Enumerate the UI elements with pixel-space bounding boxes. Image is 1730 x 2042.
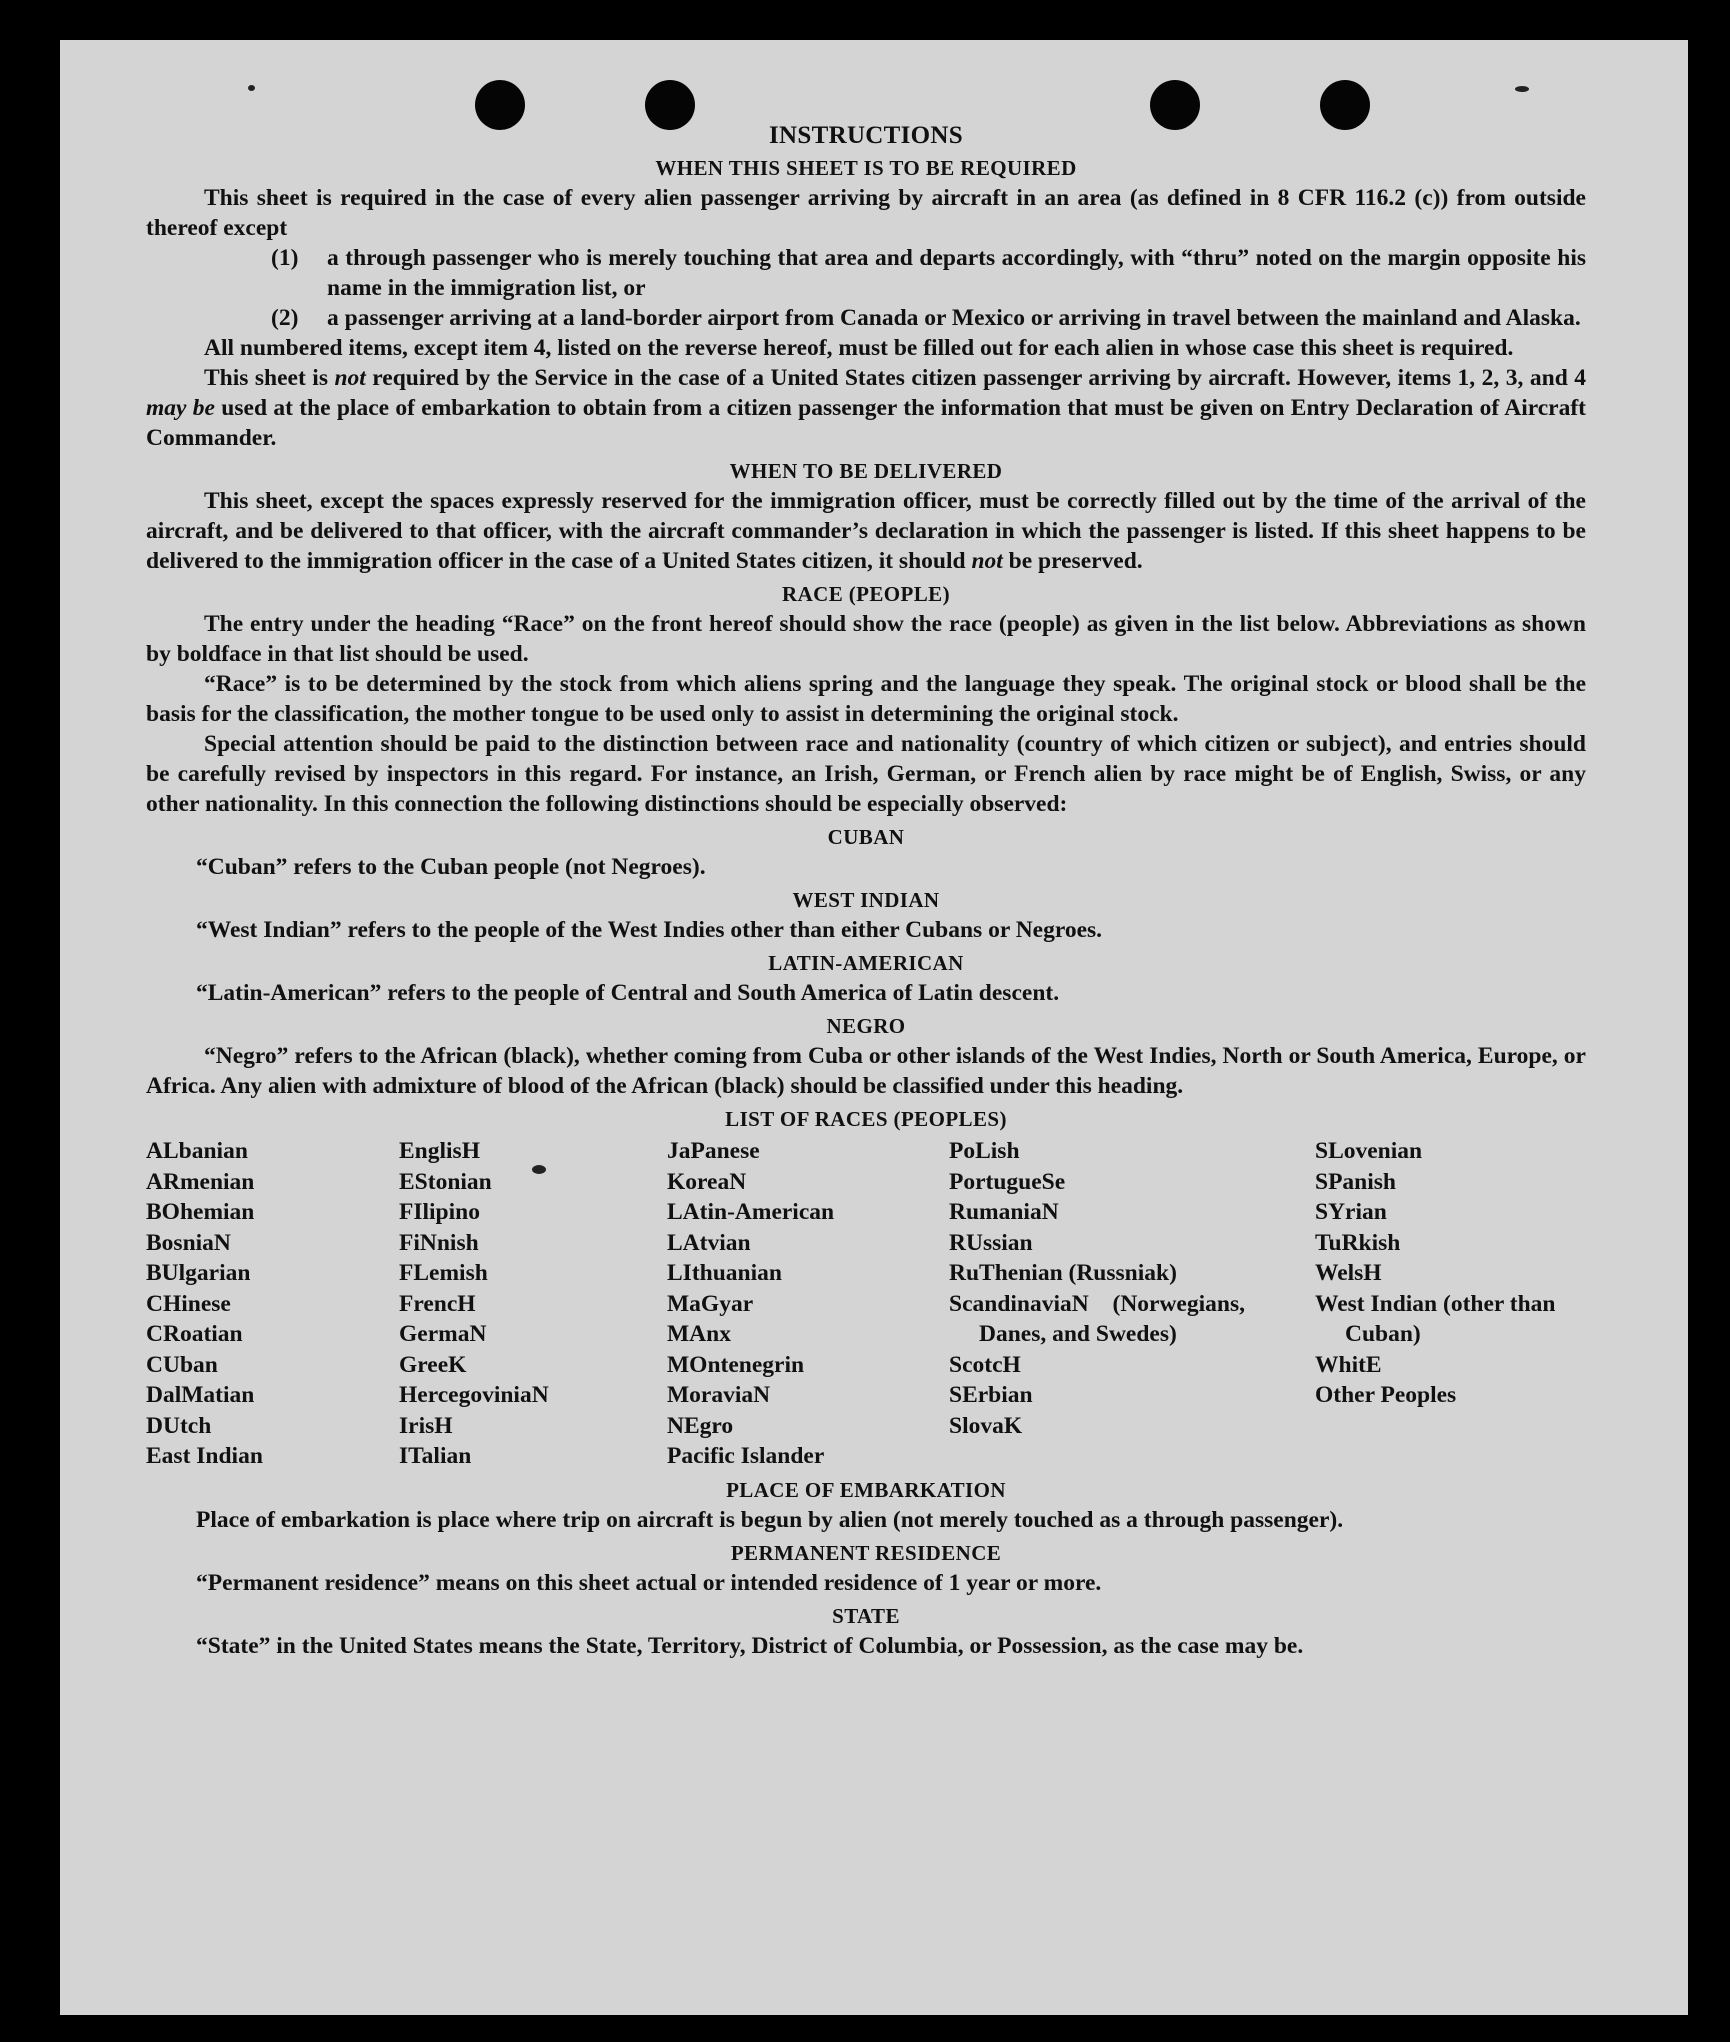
italic-text: not (334, 365, 366, 391)
text-run: used at the place of embarkation to obtain from a citizen passenger the information that must be given on Entry Declaration of Aircraft Commander. (146, 395, 1587, 451)
race-item: Other Peoples (1315, 1382, 1457, 1408)
race-item: HercegoviniaN (399, 1382, 549, 1408)
race-item: JaPanese (667, 1138, 760, 1164)
section-heading-embarkation: PLACE OF EMBARKATION (726, 1477, 1006, 1502)
race-item: RumaniaN (949, 1199, 1059, 1225)
page-title: INSTRUCTIONS (769, 122, 963, 149)
race-item: ALbanian (146, 1138, 248, 1164)
race-item: ScotcH (949, 1351, 1021, 1378)
race-item: WhitE (1315, 1351, 1382, 1378)
race-item: GermaN (399, 1321, 487, 1347)
race-item: BosniaN (146, 1229, 231, 1256)
paragraph-cuban: “Cuban” refers to the Cuban people (not Negroes). (196, 854, 706, 880)
race-item: RuThenian (Russniak) (949, 1260, 1177, 1286)
race-item-scandinavian: ScandinaviaN (Norwegians, Danes, and Swedes) (949, 1290, 1245, 1347)
numbered-item-2 (271, 303, 1586, 333)
scan-speck (1515, 86, 1529, 92)
race-column-1 (146, 1136, 399, 1472)
race-item: PortugueSe (949, 1168, 1066, 1195)
section-heading-west-indian: WEST INDIAN (792, 888, 940, 912)
race-item: SErbian (949, 1382, 1033, 1408)
italic-text: may be (146, 395, 215, 421)
paragraph-race-3: Special attention should be paid to the distinction between race and nationality (country of which citizen or subject), and entries should be carefully revised by inspectors in this regard. For instance, an Irish, German, or French alien by race might be of English, Swiss, or any other nationality. In this connection the following distinctions should be especially observed: (146, 731, 1586, 817)
text-run: required by the Service in the case of a United States citizen passenger arriving by aircraft. However, items 1, 2, 3, and 4 (372, 365, 1587, 391)
item-number: (2) (271, 305, 299, 331)
numbered-item-1 (271, 243, 1586, 303)
section-heading-negro: NEGRO (826, 1014, 906, 1038)
race-item: LIthuanian (667, 1260, 782, 1286)
race-item: FrencH (399, 1290, 476, 1317)
race-item-west-indian: West Indian (other than Cuban) (1315, 1290, 1556, 1347)
section-heading-list-of-races: LIST OF RACES (PEOPLES) (725, 1107, 1007, 1131)
race-item: MaGyar (667, 1290, 754, 1317)
paragraph-latin-american: “Latin-American” refers to the people of Central and South America of Latin descent. (196, 980, 1060, 1006)
race-item: PoLish (949, 1138, 1020, 1164)
race-item: MAnx (667, 1321, 731, 1347)
race-item: EStonian (399, 1168, 492, 1195)
race-item: MOntenegrin (667, 1351, 805, 1378)
race-item: GreeK (399, 1351, 467, 1378)
paragraph-negro: “Negro” refers to the African (black), whether coming from Cuba or other islands of the West Indies, North or South America, Europe, or Africa. Any alien with admixture of blood of the African (black) should be classified under this heading. (146, 1043, 1586, 1099)
scan-speck (248, 85, 255, 91)
race-column-3 (667, 1136, 949, 1472)
race-item: IrisH (399, 1412, 453, 1439)
race-item: BOhemian (146, 1199, 255, 1225)
race-item: EnglisH (399, 1138, 480, 1164)
document-page (60, 40, 1688, 2015)
race-item: BUlgarian (146, 1260, 251, 1286)
paragraph-race-2: “Race” is to be determined by the stock from which aliens spring and the language they speak. The original stock or blood shall be the basis for the classification, the mother tongue to be used only to assist in determining the original stock. (146, 671, 1586, 727)
section-heading-residence: PERMANENT RESIDENCE (730, 1540, 1002, 1565)
paragraph-residence: “Permanent residence” means on this sheet actual or intended residence of 1 year or more. (196, 1569, 1102, 1596)
paragraph-embarkation: Place of embarkation is place where trip on aircraft is begun by alien (not merely touched as a through passenger). (196, 1506, 1344, 1533)
race-item: RUssian (949, 1229, 1033, 1256)
race-item: FIlipino (399, 1199, 480, 1225)
section-heading-latin-american: LATIN-AMERICAN (768, 951, 964, 975)
section-heading-race: RACE (PEOPLE) (782, 582, 950, 606)
race-item: ITalian (399, 1443, 472, 1469)
section-heading-cuban: CUBAN (827, 825, 905, 849)
paragraph-delivered (146, 486, 1586, 576)
race-item: CUban (146, 1351, 218, 1378)
italic-text: not (971, 548, 1003, 574)
section-heading-when-delivered: WHEN TO BE DELIVERED (729, 459, 1003, 483)
instructions-content (146, 122, 1586, 1661)
race-item: TuRkish (1315, 1229, 1401, 1256)
paragraph-intro: This sheet is required in the case of every alien passenger arriving by aircraft in an area (as defined in 8 CFR 116.2 (c)) from outside thereof except (146, 185, 1586, 241)
race-item: CRoatian (146, 1321, 243, 1347)
race-column-5 (1315, 1136, 1585, 1472)
item-text: a passenger arriving at a land-border airport from Canada or Mexico or arriving in travel between the mainland and Alaska. (327, 305, 1581, 331)
paragraph-race-1: The entry under the heading “Race” on the front hereof should show the race (people) as given in the list below. Abbreviations as shown by boldface in that list should be used. (146, 611, 1586, 667)
race-item: SLovenian (1315, 1138, 1423, 1164)
race-item: LAtin-American (667, 1199, 835, 1225)
text-run: be preserved. (1008, 548, 1143, 574)
race-item: FLemish (399, 1260, 488, 1286)
item-number: (1) (271, 245, 299, 271)
race-column-4 (949, 1136, 1315, 1472)
race-item: KoreaN (667, 1168, 747, 1195)
item-text: a through passenger who is merely touching that area and departs accordingly, with “thru” noted on the margin opposite his name in the immigration list, or (327, 245, 1586, 301)
race-item: SlovaK (949, 1412, 1023, 1439)
race-item: ARmenian (146, 1168, 255, 1195)
race-item: DUtch (146, 1412, 212, 1439)
race-item: SYrian (1315, 1199, 1387, 1225)
race-item: LAtvian (667, 1229, 751, 1256)
race-column-2 (399, 1136, 667, 1472)
text-run: This sheet is (204, 365, 328, 391)
race-item: MoraviaN (667, 1382, 771, 1408)
paragraph-west-indian: “West Indian” refers to the people of the West Indies other than either Cubans or Negroes. (196, 917, 1103, 943)
section-heading-when-required: WHEN THIS SHEET IS TO BE REQUIRED (655, 156, 1077, 180)
paragraph-all-numbered: All numbered items, except item 4, listed on the reverse hereof, must be filled out for each alien in whose case this sheet is required. (204, 335, 1514, 361)
race-item: SPanish (1315, 1168, 1396, 1195)
race-item: Pacific Islander (667, 1443, 825, 1469)
race-item: East Indian (146, 1443, 263, 1469)
race-item: CHinese (146, 1290, 231, 1317)
paragraph-citizen (146, 363, 1586, 453)
race-item: WelsH (1315, 1260, 1382, 1286)
race-item: NEgro (667, 1412, 734, 1439)
race-item: DalMatian (146, 1382, 255, 1408)
paragraph-state: “State” in the United States means the State, Territory, District of Columbia, or Possession, as the case may be. (196, 1632, 1304, 1659)
race-list-table (146, 1136, 1586, 1472)
section-heading-state: STATE (832, 1603, 900, 1628)
race-item: FiNnish (399, 1229, 479, 1256)
text-run: This sheet, except the spaces expressly reserved for the immigration officer, must be correctly filled out by the time of the arrival of the aircraft, and be delivered to that officer, with the aircraft commander’s declaration in which the passenger is listed. If this sheet happens to be delivered to the immigration officer in the case of a United States citizen, it should (146, 488, 1586, 574)
